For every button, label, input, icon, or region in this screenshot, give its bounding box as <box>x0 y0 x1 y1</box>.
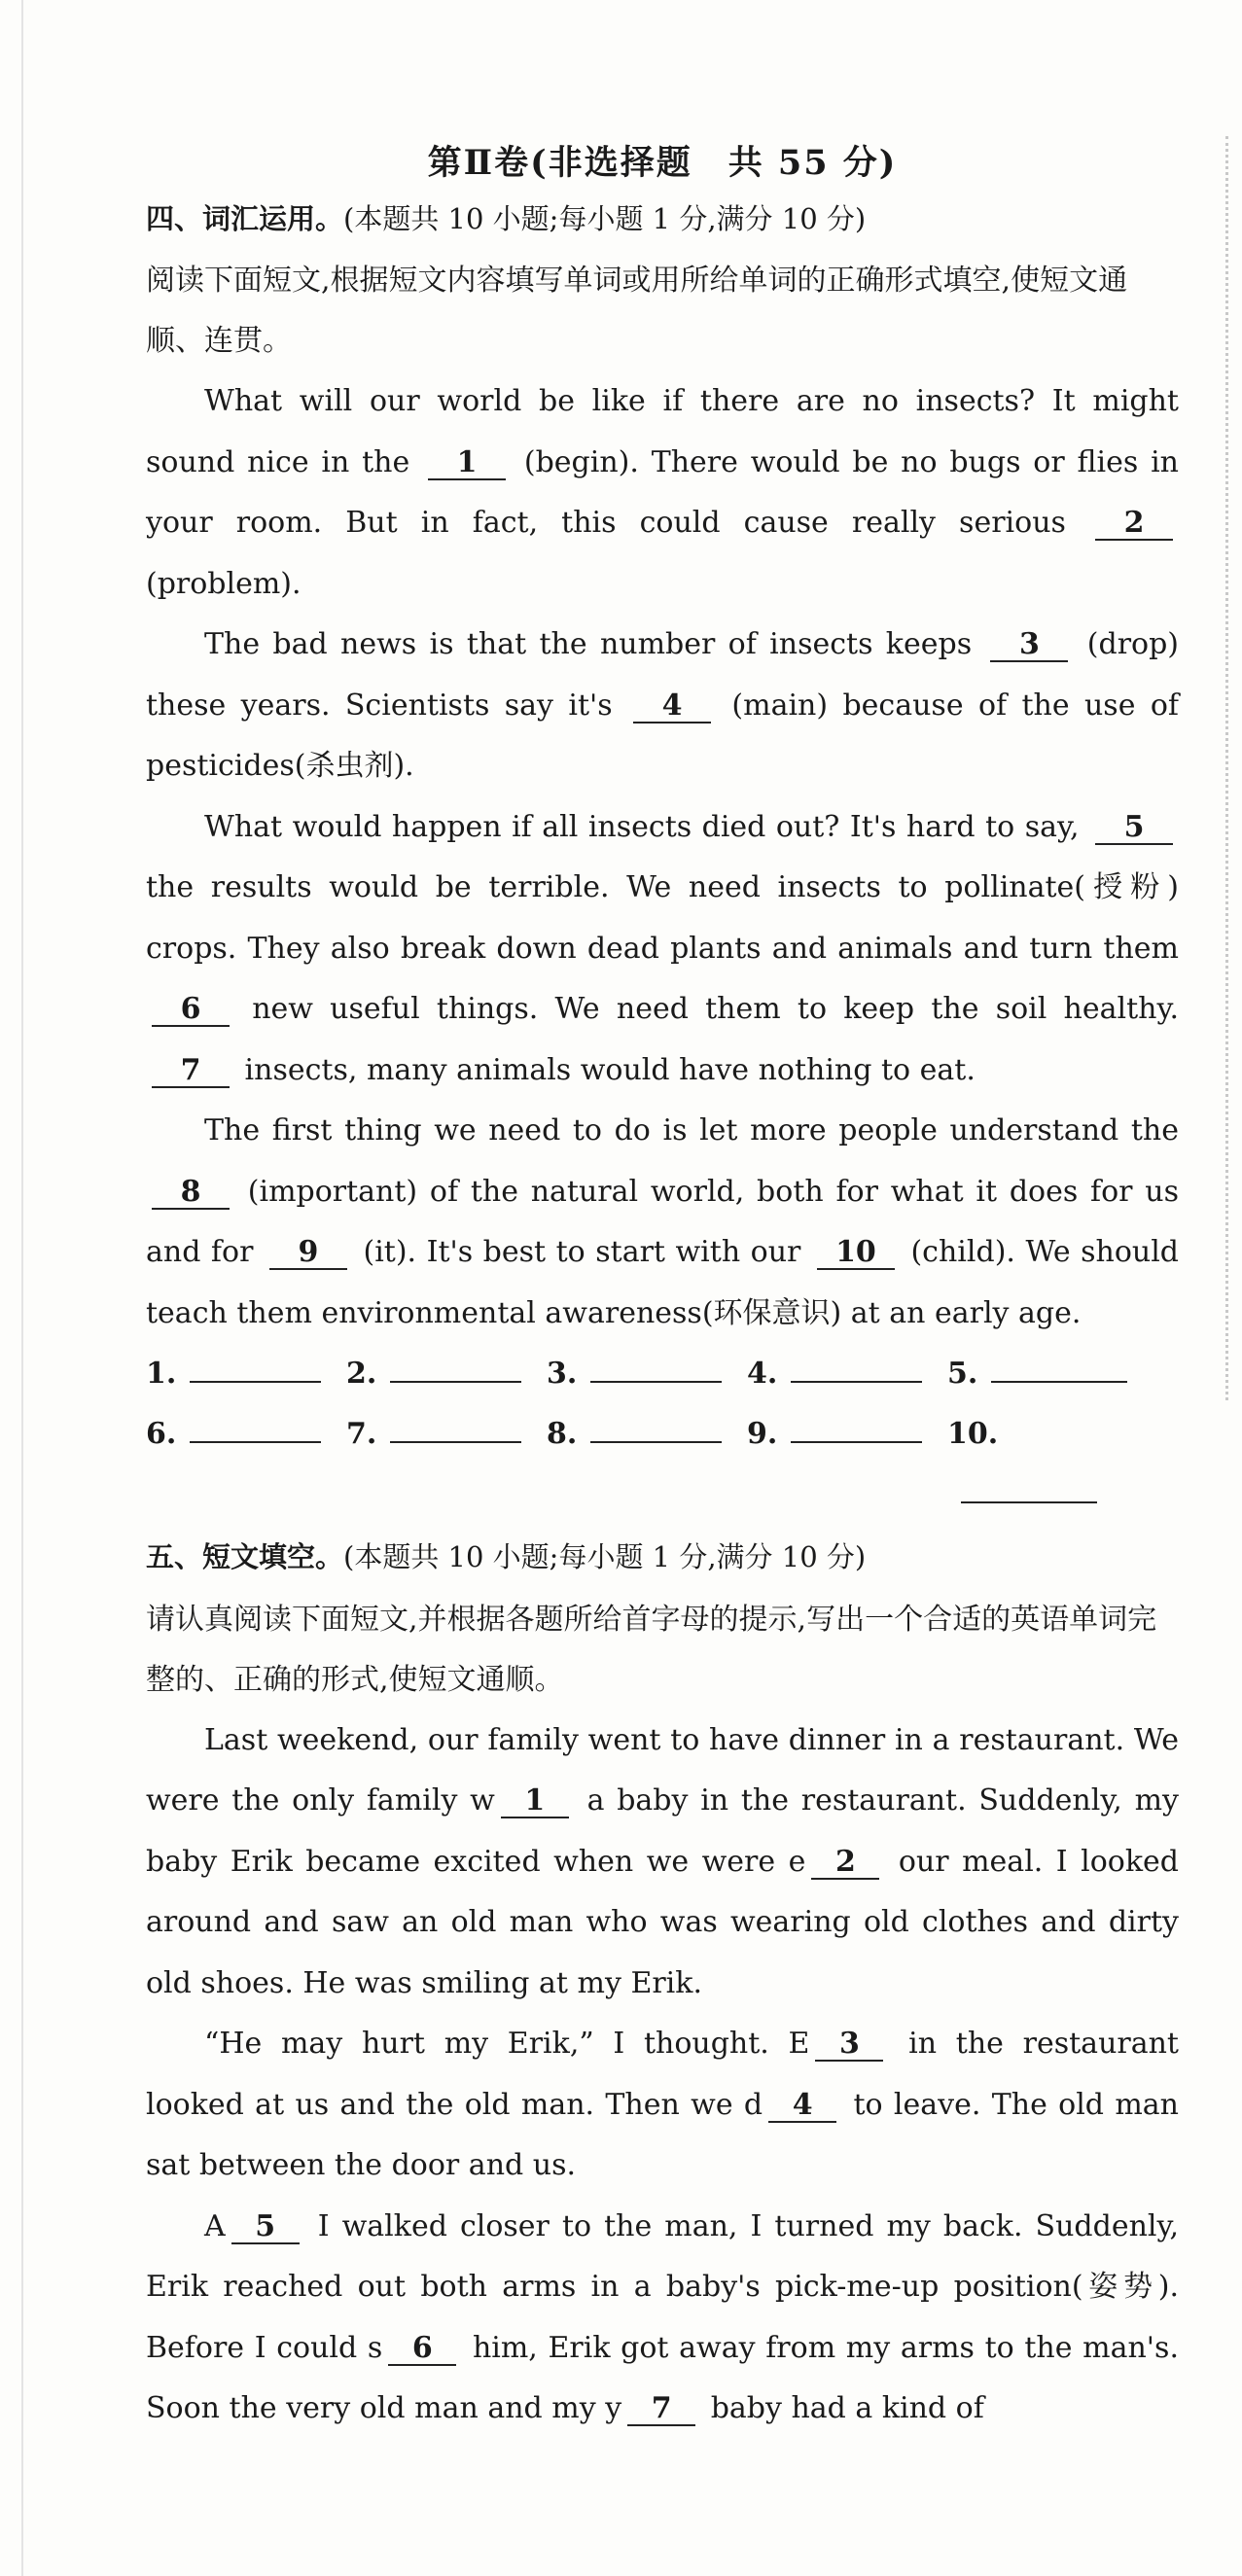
answer-row-1 <box>146 1344 1179 1404</box>
blank-1[interactable]: 1 <box>428 447 506 480</box>
s4-paragraph-3 <box>146 797 1179 1102</box>
page-edge-line <box>21 0 23 2576</box>
answer-number: 4. <box>747 1357 778 1392</box>
text: to leave. The old man sat between the door and us. <box>146 2087 1179 2183</box>
s5-blank-2[interactable]: 2 <box>811 1847 879 1880</box>
text: A <box>204 2208 226 2243</box>
answer-number: 7. <box>346 1417 377 1452</box>
text: the results would be terrible. We need insects to pollinate(授粉) crops. They also break down dead plants and animals and turn them <box>146 870 1179 966</box>
answer-number: 5. <box>947 1357 978 1392</box>
answer-line[interactable] <box>390 1416 521 1443</box>
section4-note: (本题共 10 小题;每小题 1 分,满分 10 分) <box>343 202 867 235</box>
text: I walked closer to the man, I turned my back. Suddenly, Erik reached out both arms in a baby's pick-me-up position(姿势). Before I could s <box>146 2208 1179 2365</box>
answer-slot-2[interactable] <box>346 1344 547 1404</box>
text: new useful things. We need them to keep the soil healthy. <box>252 992 1179 1027</box>
text: him, Erik got away from my arms to the man's. Soon the very old man and my y <box>146 2330 1179 2426</box>
answer-line[interactable] <box>590 1356 722 1383</box>
answer-number: 6. <box>146 1417 177 1452</box>
s5-blank-7[interactable]: 7 <box>627 2393 695 2426</box>
answer-number: 2. <box>346 1357 377 1392</box>
text: (begin). There would be no bugs or flies in your room. But in fact, this could cause really serious <box>146 444 1179 541</box>
text: (important) of the natural world, both for what it does for us and for <box>146 1174 1179 1270</box>
section4-head: 四、词汇运用。 <box>146 202 344 235</box>
text: insects, many animals would have nothing to eat. <box>244 1052 976 1087</box>
paper-title: 第Ⅱ卷(非选择题 共 55 分) <box>427 143 898 183</box>
s5-paragraph-2 <box>146 2014 1179 2197</box>
answer-slot-10[interactable] <box>947 1404 1148 1525</box>
answer-slot-6[interactable] <box>146 1404 346 1525</box>
answer-number: 9. <box>747 1417 778 1452</box>
blank-4[interactable]: 4 <box>633 690 711 723</box>
answer-line[interactable] <box>190 1416 321 1443</box>
text: “He may hurt my Erik,” I thought. E <box>204 2027 810 2062</box>
section5-instruction: 请认真阅读下面短文,并根据各题所给首字母的提示,写出一个合适的英语单词完整的、正确的形式,使短文通顺。 <box>146 1602 1157 1697</box>
answer-slot-3[interactable] <box>547 1344 747 1404</box>
answer-slot-8[interactable] <box>547 1404 747 1525</box>
blank-6[interactable]: 6 <box>152 994 230 1027</box>
s5-paragraph-3 <box>146 2197 1179 2440</box>
answer-line[interactable] <box>991 1356 1127 1383</box>
blank-9[interactable]: 9 <box>269 1237 347 1270</box>
s5-blank-4[interactable]: 4 <box>768 2090 836 2123</box>
text: The first thing we need to do is let more people understand the <box>204 1113 1179 1148</box>
answer-line[interactable] <box>791 1356 922 1383</box>
text: a baby in the restaurant. Suddenly, my baby Erik became excited when we were e <box>146 1783 1179 1879</box>
text: baby had a kind of <box>710 2391 984 2426</box>
blank-7[interactable]: 7 <box>152 1055 230 1088</box>
blank-2[interactable]: 2 <box>1095 508 1173 541</box>
section5-heading <box>146 1535 1179 1579</box>
blank-3[interactable]: 3 <box>990 629 1068 662</box>
section5-head: 五、短文填空。 <box>146 1540 344 1574</box>
section4-instruction: 阅读下面短文,根据短文内容填写单词或用所给单词的正确形式填空,使短文通顺、连贯。 <box>146 264 1128 359</box>
blank-10[interactable]: 10 <box>817 1237 895 1270</box>
blank-8[interactable]: 8 <box>152 1177 230 1210</box>
text: our meal. I looked around and saw an old man who was wearing old clothes and dirty old shoes. He was smiling at my Erik. <box>146 1844 1179 2000</box>
answer-row-2 <box>146 1404 1179 1525</box>
text: What will our world be like if there are no insects? It might sound nice in the <box>146 384 1179 479</box>
answer-number: 3. <box>547 1357 578 1392</box>
text: What would happen if all insects died out? It's hard to say, <box>204 809 1080 844</box>
s5-blank-1[interactable]: 1 <box>501 1785 569 1818</box>
text: (it). It's best to start with our <box>363 1235 801 1270</box>
s5-blank-3[interactable]: 3 <box>815 2029 883 2062</box>
answer-line[interactable] <box>791 1416 922 1443</box>
s4-paragraph-2 <box>146 615 1179 797</box>
exam-page <box>146 136 1179 2440</box>
binding-dotted-line <box>1225 136 1228 1400</box>
section5-note: (本题共 10 小题;每小题 1 分,满分 10 分) <box>343 1540 867 1574</box>
text: (problem). <box>146 566 302 601</box>
answer-number: 10. <box>947 1417 999 1452</box>
answer-slot-1[interactable] <box>146 1344 346 1404</box>
section4-heading <box>146 196 1179 241</box>
s4-paragraph-4 <box>146 1101 1179 1344</box>
answer-line[interactable] <box>190 1356 321 1383</box>
text: (drop) these years. Scientists say it's <box>146 627 1180 723</box>
answer-line[interactable] <box>590 1416 722 1443</box>
s5-paragraph-1 <box>146 1711 1179 2015</box>
answer-slot-4[interactable] <box>747 1344 947 1404</box>
text: (child). We should teach them environmental awareness(环保意识) at an early age. <box>146 1235 1180 1330</box>
blank-5[interactable]: 5 <box>1095 812 1173 845</box>
text: (main) because of the use of pesticides(杀虫剂). <box>146 688 1179 784</box>
answer-number: 1. <box>146 1357 177 1392</box>
s4-paragraph-1 <box>146 371 1179 615</box>
s5-blank-5[interactable]: 5 <box>231 2211 300 2244</box>
answer-line[interactable] <box>961 1476 1097 1503</box>
text: in the restaurant looked at us and the old man. Then we d <box>146 2027 1179 2122</box>
answer-slot-5[interactable] <box>947 1344 1148 1404</box>
answer-slot-9[interactable] <box>747 1404 947 1525</box>
answer-slot-7[interactable] <box>346 1404 547 1525</box>
text: Last weekend, our family went to have dinner in a restaurant. We were the only family w <box>146 1722 1179 1818</box>
s5-blank-6[interactable]: 6 <box>388 2333 456 2366</box>
answer-number: 8. <box>547 1417 578 1452</box>
answer-line[interactable] <box>390 1356 521 1383</box>
text: The bad news is that the number of insects keeps <box>204 627 973 662</box>
